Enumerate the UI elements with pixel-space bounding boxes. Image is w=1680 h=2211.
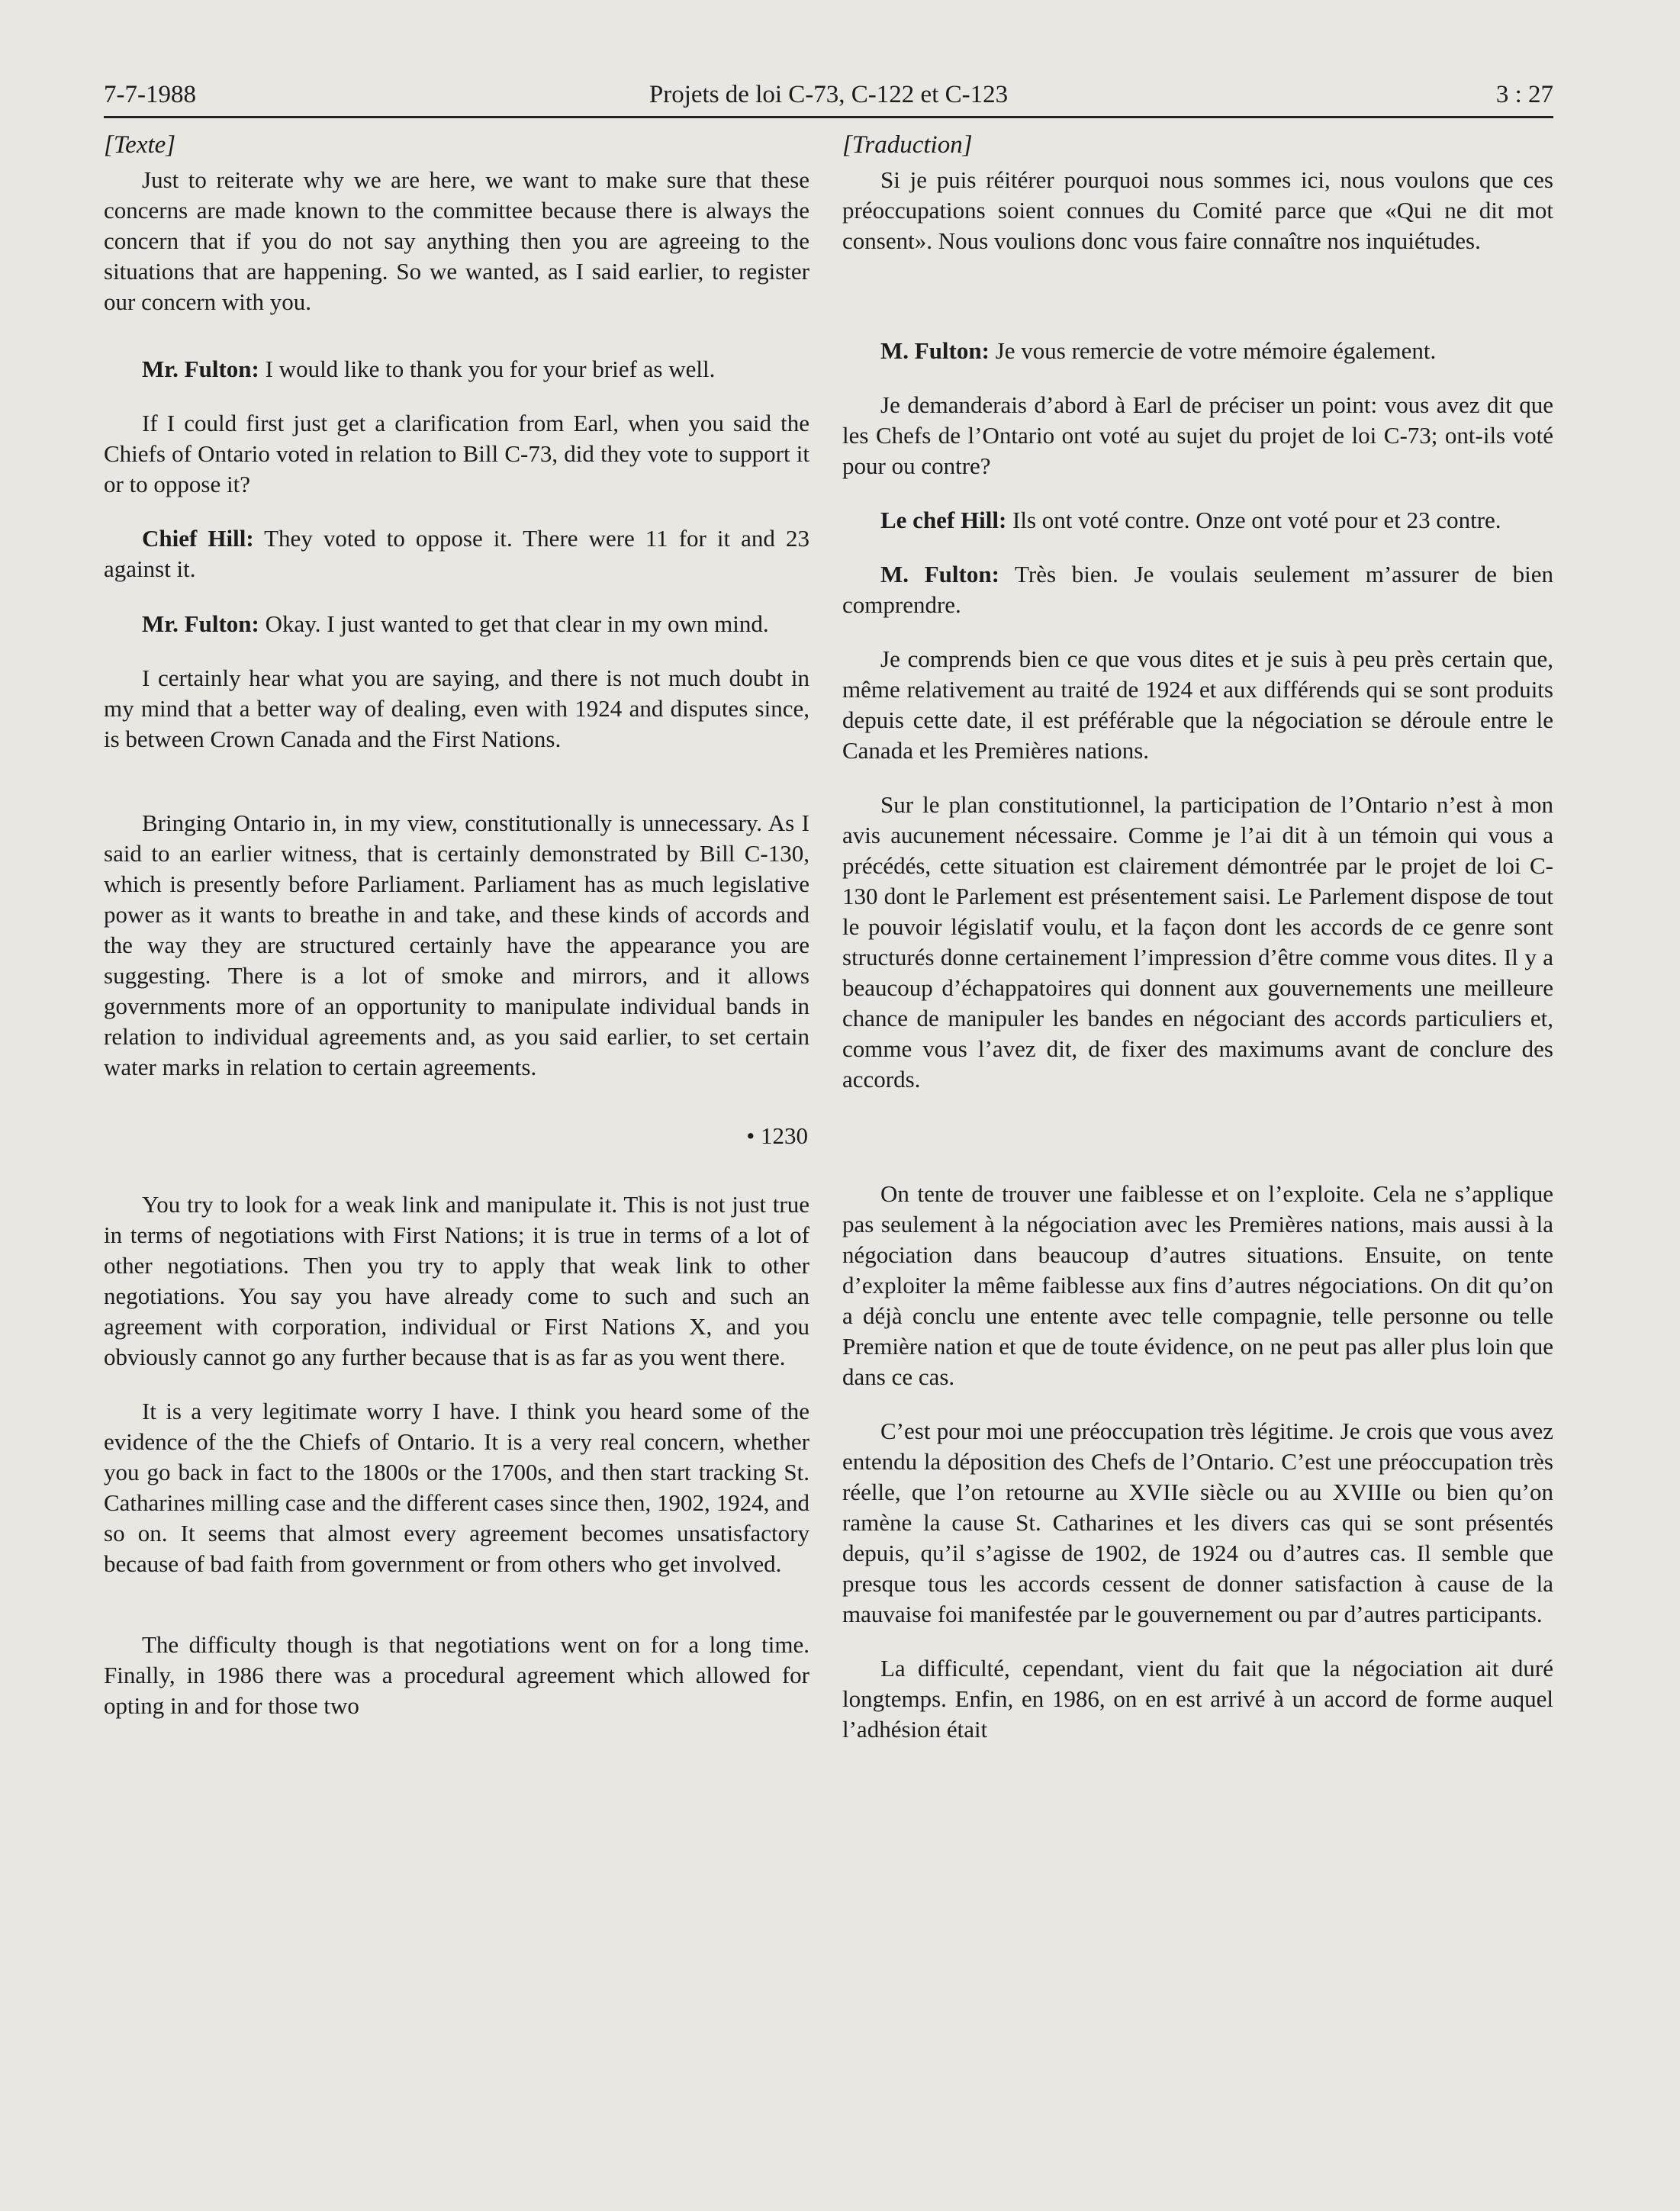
paragraph-text: C’est pour moi une préoccupation très légitime. Je crois que vous avez entendu la déposition des Chefs de l’Ontario. C’est une préoccupation très réelle, que l’on retourne au XVIIe siècle ou au XVIIIe ou bien qu’on ramène la cause St. Catharines et les divers cas qui se sont présentés depuis, qu’il s’agisse de 1902, de 1924 ou d’autres cas. Il semble que presque tous les accords cessent de donner satisfaction à cause de la mauvaise foi manifestée par le gouvernement ou par d’autres participants.	[842, 1418, 1553, 1627]
paragraph	[104, 408, 809, 500]
paragraph-text: Si je puis réitérer pourquoi nous sommes ici, nous voulons que ces préoccupations soient connues du Comité parce que «Qui ne dit mot consent». Nous voulions donc vous faire connaître nos inquiétudes.	[842, 166, 1553, 254]
speaker: Le chef Hill:	[880, 507, 1007, 533]
speaker: M. Fulton:	[880, 337, 990, 364]
paragraph-text: Just to reiterate why we are here, we want to make sure that these concerns are made known to the committee because there is always the concern that if you do not say anything then you are agreeing to the situations that are happening. So we wanted, as I said earlier, to register our concern with you.	[104, 166, 809, 315]
paragraph	[842, 1416, 1553, 1630]
speaker: Chief Hill:	[142, 525, 254, 552]
paragraph-text: Je demanderais d’abord à Earl de préciser un point: vous avez dit que les Chefs de l’Ontario ont voté au sujet du projet de loi C-73; ont-ils voté pour ou contre?	[842, 391, 1553, 479]
paragraph-text: Je comprends bien ce que vous dites et je suis à peu près certain que, même relativement au traité de 1924 et aux différends qui se sont produits depuis cette date, il est préférable que la négociation se déroule entre le Canada et les Premières nations.	[842, 645, 1553, 764]
paragraph	[842, 165, 1553, 256]
header-title: Projets de loi C-73, C-122 et C-123	[649, 81, 1009, 108]
french-column	[842, 130, 1553, 1745]
paragraph-text: The difficulty though is that negotiations went on for a long time. Finally, in 1986 there was a procedural agreement which allowed for opting in and for those two	[104, 1631, 809, 1719]
english-column	[104, 130, 809, 1721]
paragraph-text: I certainly hear what you are saying, and there is not much doubt in my mind that a better way of dealing, even with 1924 and disputes since, is between Crown Canada and the First Nations.	[104, 665, 809, 752]
paragraph-text: Sur le plan constitutionnel, la participation de l’Ontario n’est à mon avis aucunement nécessaire. Comme je l’ai dit à un témoin qui vous a précédés, cette situation est clairement démontrée par le projet de loi C-130 dont le Parlement est présentement saisi. Le Parlement dispose de tout le pouvoir législatif voulu, et la façon dont les accords de ce genre sont structurés donne certainement l’impression d’être comme vous dites. Il y a beaucoup d’échappatoires qui donnent aux gouvernements une meilleure chance de manipuler les bandes en négociant des accords particuliers et, comme vous l’avez dit, de fixer des maximums avant de conclure des accords.	[842, 791, 1553, 1093]
text-tag: [Texte]	[104, 131, 176, 159]
paragraph	[842, 644, 1553, 766]
paragraph	[842, 1653, 1553, 1745]
timestamp: • 1230	[746, 1122, 808, 1149]
paragraph	[104, 609, 809, 639]
paragraph	[842, 336, 1553, 366]
paragraph-text: They voted to oppose it. There were 11 for it and 23 against it.	[104, 525, 809, 582]
paragraph-text: If I could first just get a clarification from Earl, when you said the Chiefs of Ontario voted in relation to Bill C-73, did they vote to support it or to oppose it?	[104, 410, 809, 497]
paragraph-text: You try to look for a weak link and manipulate it. This is not just true in terms of negotiations with First Nations; it is true in terms of a lot of other negotiations. Then you try to apply that weak link to other negotiations. You say you have already come to such and such an agreement with corporation, individual or First Nations X, and you obviously cannot go any further because that is as far as you went there.	[104, 1191, 809, 1370]
speaker: Mr. Fulton:	[142, 610, 259, 637]
paragraph-text: Bringing Ontario in, in my view, constitutionally is unnecessary. As I said to an earlier witness, that is certainly demonstrated by Bill C-130, which is presently before Parliament. Parliament has as much legislative power as it wants to breathe in and take, and these kinds of accords and the way they are structured certainly have the appearance you are suggesting. There is a lot of smoke and mirrors, and it allows governments more of an opportunity to manipulate individual bands in relation to individual agreements and, as you said earlier, to set certain water marks in relation to certain agreements.	[104, 809, 809, 1080]
paragraph	[104, 808, 809, 1083]
header-page-number: 3 : 27	[1495, 81, 1553, 108]
paragraph	[104, 1189, 809, 1373]
paragraph	[104, 1396, 809, 1579]
paragraph-text: It is a very legitimate worry I have. I think you heard some of the evidence of the the Chiefs of Ontario. It is a very real concern, whether you go back in fact to the 1800s or the 1700s, and then start tracking St. Catharines milling case and the different cases since then, 1902, 1924, and so on. It seems that almost every agreement becomes unsatisfactory because of bad faith from government or from others who get involved.	[104, 1398, 809, 1577]
header-date: 7-7-1988	[104, 81, 196, 108]
paragraph-text: La difficulté, cependant, vient du fait que la négociation ait duré longtemps. Enfin, en 1986, on en est arrivé à un accord de forme auquel l’adhésion était	[842, 1655, 1553, 1743]
paragraph	[842, 390, 1553, 481]
paragraph	[104, 663, 809, 755]
page-header	[104, 76, 1553, 118]
paragraph	[842, 790, 1553, 1095]
speaker: M. Fulton:	[880, 561, 999, 587]
paragraph-text: I would like to thank you for your brief as well.	[265, 356, 716, 382]
paragraph-text: Je vous remercie de votre mémoire également.	[995, 337, 1437, 364]
paragraph-text: On tente de trouver une faiblesse et on l’exploite. Cela ne s’applique pas seulement à la négociation avec les Premières nations, mais aussi à la négociation dans beaucoup d’autres situations. Ensuite, on tente d’exploiter la même faiblesse aux fins d’autres négociations. On dit qu’on a déjà conclu une entente avec telle compagnie, telle personne ou telle Première nation et que de toute évidence, on ne peut pas aller plus loin que dans ce cas.	[842, 1180, 1553, 1390]
paragraph	[842, 1179, 1553, 1392]
paragraph	[104, 523, 809, 584]
paragraph	[104, 354, 809, 385]
paragraph	[104, 165, 809, 317]
paragraph-text: Très bien. Je voulais seulement m’assurer de bien comprendre.	[842, 561, 1553, 618]
translation-tag: [Traduction]	[842, 131, 973, 159]
speaker: Mr. Fulton:	[142, 356, 259, 382]
paragraph-text: Okay. I just wanted to get that clear in my own mind.	[265, 610, 769, 637]
paragraph	[842, 559, 1553, 620]
paragraph	[104, 1630, 809, 1721]
paragraph	[842, 505, 1553, 536]
paragraph-text: Ils ont voté contre. Onze ont voté pour et 23 contre.	[1012, 507, 1501, 533]
